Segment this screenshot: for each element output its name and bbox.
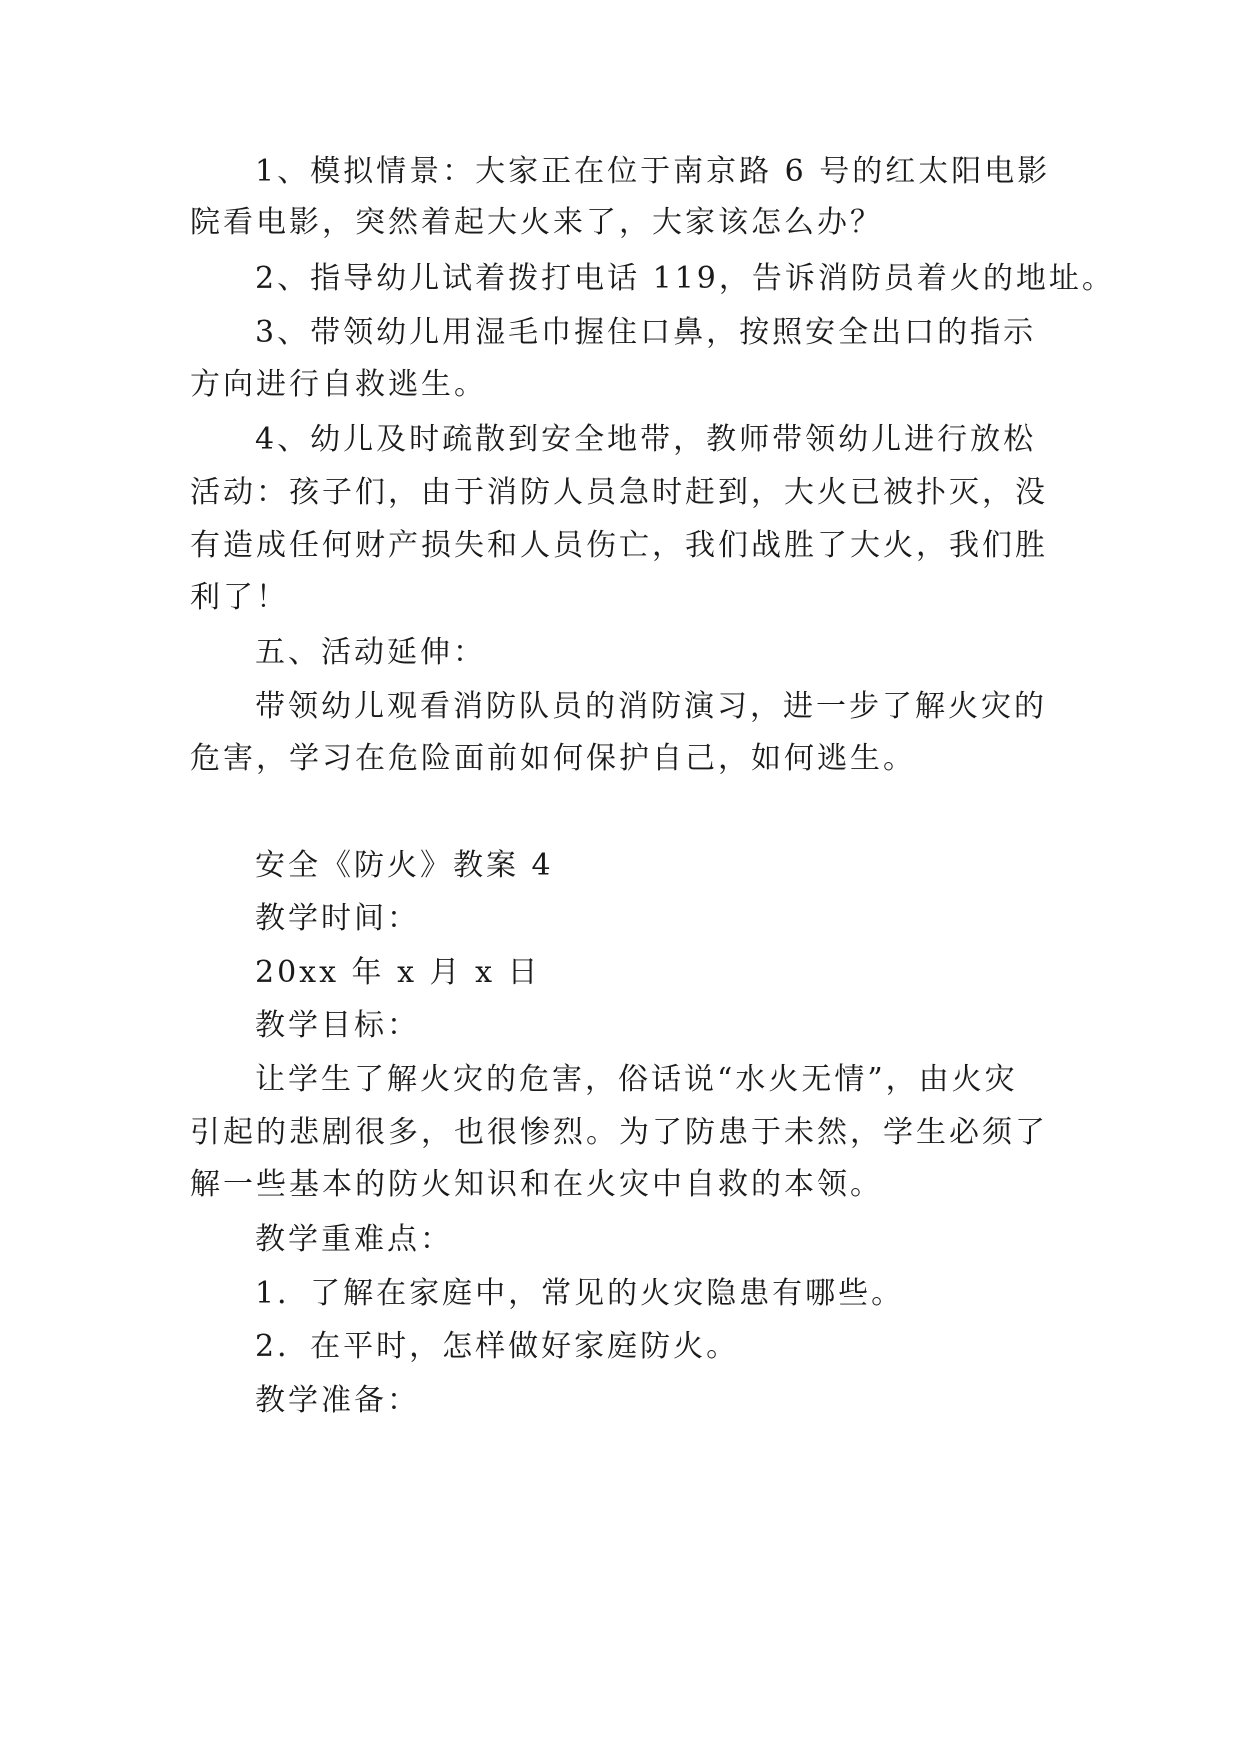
list-item: 1．了解在家庭中，常见的火灾隐患有哪些。 bbox=[255, 1276, 905, 1311]
paragraph-line: 利了！ bbox=[190, 580, 289, 615]
field-label: 教学准备： bbox=[255, 1383, 420, 1418]
field-label: 教学时间： bbox=[255, 901, 420, 936]
paragraph-line: 解一些基本的防火知识和在火灾中自救的本领。 bbox=[190, 1167, 883, 1202]
section-heading: 五、活动延伸： bbox=[255, 635, 486, 670]
field-label: 教学目标： bbox=[255, 1008, 420, 1043]
paragraph-line: 1、模拟情景：大家正在位于南京路 6 号的红太阳电影 bbox=[255, 154, 1051, 189]
paragraph-line: 活动：孩子们，由于消防人员急时赶到，大火已被扑灭，没 bbox=[190, 475, 1048, 510]
paragraph-line: 带领幼儿观看消防队员的消防演习，进一步了解火灾的 bbox=[255, 689, 1047, 724]
paragraph-line: 让学生了解火灾的危害，俗话说“水火无情”，由火灾 bbox=[255, 1062, 1018, 1097]
field-value: 20xx 年 x 月 x 日 bbox=[255, 955, 541, 990]
paragraph-line: 方向进行自救逃生。 bbox=[190, 367, 487, 402]
paragraph-line: 引起的悲剧很多，也很惨烈。为了防患于未然，学生必须了 bbox=[190, 1115, 1048, 1150]
paragraph-line: 3、带领幼儿用湿毛巾握住口鼻，按照安全出口的指示 bbox=[255, 315, 1037, 350]
list-item: 2．在平时，怎样做好家庭防火。 bbox=[255, 1329, 740, 1364]
paragraph-line: 院看电影，突然着起大火来了，大家该怎么办？ bbox=[190, 205, 883, 240]
paragraph-line: 4、幼儿及时疏散到安全地带，教师带领幼儿进行放松 bbox=[255, 422, 1037, 457]
paragraph-line: 危害，学习在危险面前如何保护自己，如何逃生。 bbox=[190, 741, 916, 776]
paragraph-line: 有造成任何财产损失和人员伤亡，我们战胜了大火，我们胜 bbox=[190, 528, 1048, 563]
document-title: 安全《防火》教案 4 bbox=[255, 848, 554, 883]
field-label: 教学重难点： bbox=[255, 1222, 453, 1257]
paragraph-line: 2、指导幼儿试着拨打电话 119，告诉消防员着火的地址。 bbox=[255, 261, 1115, 296]
